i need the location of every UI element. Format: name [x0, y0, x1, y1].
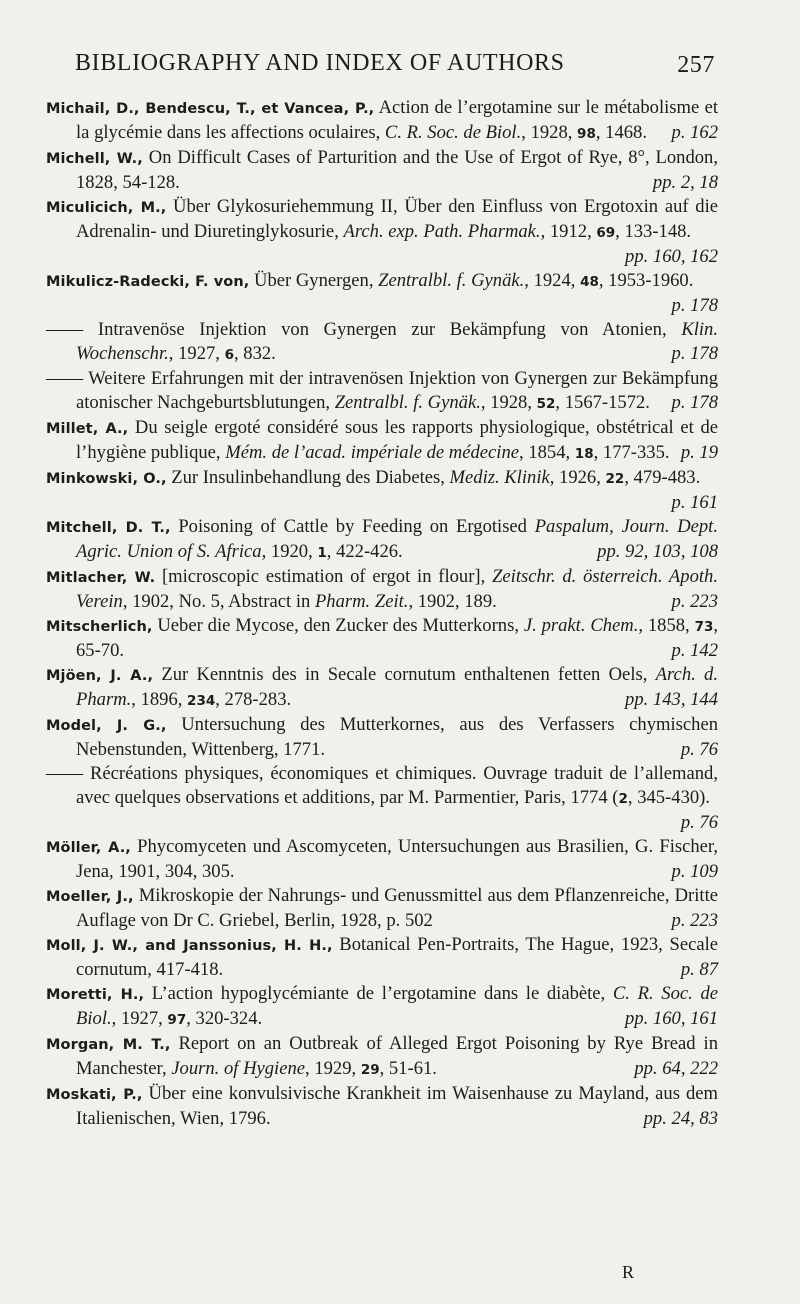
- volume-number: 6: [224, 347, 234, 363]
- volume-number: 2: [618, 791, 628, 807]
- author-name: Moeller, J.,: [46, 889, 134, 905]
- author-name: Moll, J. W., and Janssonius, H. H.,: [46, 938, 333, 954]
- author-name: Mitlacher, W.: [46, 570, 156, 586]
- journal-title: Paspalum, Journ. Dept. Agric. Union of S. Africa: [76, 516, 718, 562]
- bibliography-entry: —— Weitere Erfahrungen mit der intravenösen Injektion von Gynergen zur Bekämpfung atonischer Nachgeburtsblutungen, Zentralbl. f. Gynäk., 1928, 52, 1567-1572. p. 178: [46, 368, 718, 413]
- bibliography-entry: Möller, A., Phycomyceten und Ascomyceten, Untersuchungen aus Brasilien, G. Fischer, Jena, 1901, 304, 305. p. 109: [46, 836, 718, 882]
- journal-title: Mediz. Klinik: [449, 467, 550, 488]
- ditto-dash: ——: [46, 763, 84, 784]
- volume-number: 52: [536, 396, 556, 412]
- page-reference: p. 161: [671, 492, 718, 513]
- journal-title: Klin. Wochenschr.: [76, 319, 718, 364]
- bibliography-entry: Moll, J. W., and Janssonius, H. H., Botanical Pen-Portraits, The Hague, 1923, Secale cornutum, 417-418. p. 87: [46, 934, 719, 980]
- bibliography-entry: Moretti, H., L’action hypoglycémiante de l’ergotamine dans le diabète, C. R. Soc. de Biol., 1927, 97, 320-324. pp. 160, 161: [46, 983, 718, 1029]
- bibliography-entry: —— Intravenöse Injektion von Gynergen zur Bekämpfung von Atonien, Klin. Wochenschr., 1927, 6, 832. p. 178: [46, 319, 718, 364]
- journal-title: C. R. Soc. de Biol.: [76, 983, 718, 1029]
- volume-number: 69: [596, 225, 616, 241]
- page-reference: p. 223: [671, 910, 718, 931]
- page-title: BIBLIOGRAPHY AND INDEX OF AUTHORS: [75, 50, 565, 76]
- author-name: Millet, A.,: [46, 421, 129, 437]
- journal-title: Arch. exp. Path. Pharmak.: [343, 221, 541, 242]
- author-name: Michail, D., Bendescu, T., et Vancea, P.,: [46, 101, 375, 117]
- journal-title: Journ. of Hygiene: [171, 1058, 306, 1079]
- page-reference: p. 76: [680, 812, 718, 833]
- running-head: [75, 50, 715, 90]
- page-reference: pp. 92, 103, 108: [597, 541, 718, 562]
- bibliography-entry: Michail, D., Bendescu, T., et Vancea, P., Action de l’ergotamine sur le métabolisme et la glycémie dans les affections oculaires, C. R. Soc. de Biol., 1928, 98, 1468. p. 162: [46, 97, 718, 143]
- page-reference: pp. 2, 18: [652, 172, 718, 193]
- ditto-dash: ——: [46, 319, 84, 340]
- author-name: Möller, A.,: [46, 840, 131, 856]
- journal-title: Zeitschr. d. österreich. Apoth. Verein: [76, 566, 718, 612]
- page-reference: pp. 64, 222: [634, 1058, 718, 1079]
- volume-number: 98: [577, 126, 596, 142]
- page-reference: p. 178: [671, 392, 718, 413]
- page-reference: pp. 160, 161: [625, 1008, 718, 1029]
- volume-number: 234: [187, 693, 216, 709]
- volume-number: 73: [694, 619, 714, 635]
- volume-number: 1: [317, 545, 327, 561]
- page-reference: p. 76: [680, 739, 718, 760]
- bibliography-entry: Mitlacher, W. [microscopic estimation of ergot in flour], Zeitschr. d. österreich. Apoth. Verein, 1902, No. 5, Abstract in Pharm. Zeit., 1902, 189. p. 223: [46, 566, 718, 612]
- page-reference: p. 178: [671, 343, 718, 364]
- author-name: Minkowski, O.,: [46, 471, 167, 487]
- author-name: Mjöen, J. A.,: [46, 668, 154, 684]
- author-name: Moretti, H.,: [46, 987, 145, 1003]
- page-reference: p. 223: [671, 591, 718, 612]
- volume-number: 97: [167, 1012, 187, 1028]
- journal-title: J. prakt. Chem.: [523, 615, 639, 636]
- journal-title: C. R. Soc. de Biol.: [384, 122, 522, 143]
- page-reference: p. 178: [671, 295, 718, 316]
- bibliography-entry: Moeller, J., Mikroskopie der Nahrungs- und Genussmittel aus dem Pflanzenreiche, Dritte Auflage von Dr C. Griebel, Berlin, 1928, p. 502 p. 223: [46, 885, 718, 931]
- page-number: 257: [677, 52, 715, 78]
- author-name: Mitscherlich,: [46, 619, 153, 635]
- page-reference: p. 109: [671, 861, 718, 882]
- journal-title: Mém. de l’acad. impériale de médecine: [225, 442, 520, 463]
- page-reference: pp. 143, 144: [625, 689, 718, 710]
- bibliography-entry: Minkowski, O., Zur Insulinbehandlung des Diabetes, Mediz. Klinik, 1926, 22, 479-483. p. 161: [46, 467, 718, 513]
- bibliography-entry: Morgan, M. T., Report on an Outbreak of Alleged Ergot Poisoning by Rye Bread in Manchester, Journ. of Hygiene, 1929, 29, 51-61. pp. 64, 222: [46, 1033, 718, 1079]
- author-name: Model, J. G.,: [46, 718, 167, 734]
- page-reference: pp. 24, 83: [643, 1108, 718, 1129]
- bibliography-entry: Moskati, P., Über eine konvulsivische Krankheit im Waisenhause zu Mayland, aus dem Italienischen, Wien, 1796. pp. 24, 83: [46, 1083, 718, 1129]
- page-reference: p. 142: [671, 640, 718, 661]
- bibliography-list: [46, 96, 718, 1131]
- signature-mark: R: [621, 1262, 634, 1282]
- bibliography-entry: Mitscherlich, Ueber die Mycose, den Zucker des Mutterkorns, J. prakt. Chem., 1858, 73, 65-70. p. 142: [46, 615, 719, 661]
- volume-number: 22: [605, 471, 625, 487]
- author-name: Mikulicz-Radecki, F. von,: [46, 274, 250, 290]
- bibliography-entry: Mikulicz-Radecki, F. von, Über Gynergen, Zentralbl. f. Gynäk., 1924, 48, 1953-1960. p. 178: [46, 270, 718, 316]
- bibliography-entry: Michell, W., On Difficult Cases of Parturition and the Use of Ergot of Rye, 8°, London, 1828, 54-128. pp. 2, 18: [46, 147, 718, 193]
- volume-number: 29: [360, 1062, 380, 1078]
- bibliography-entry: Mitchell, D. T., Poisoning of Cattle by Feeding on Ergotised Paspalum, Journ. Dept. Agric. Union of S. Africa, 1920, 1, 422-426. pp. 92, 103, 108: [46, 516, 718, 562]
- journal-title: Arch. d. Pharm.: [76, 664, 718, 710]
- journal-title: Pharm. Zeit.: [314, 591, 409, 612]
- bibliography-entry: Model, J. G., Untersuchung des Mutterkornes, aus des Verfassers chymischen Nebenstunden, Wittenberg, 1771. p. 76: [46, 714, 718, 760]
- ditto-dash: ——: [46, 368, 84, 389]
- author-name: Moskati, P.,: [46, 1087, 143, 1103]
- journal-title: Zentralbl. f. Gynäk.: [334, 392, 481, 413]
- volume-number: 48: [580, 274, 599, 290]
- bibliography-entry: Mjöen, J. A., Zur Kenntnis des in Secale cornutum enthaltenen fetten Oels, Arch. d. Pharm., 1896, 234, 278-283. pp. 143, 144: [46, 664, 718, 710]
- page-reference: pp. 160, 162: [625, 246, 718, 267]
- bibliography-entry: —— Récréations physiques, économiques et chimiques. Ouvrage traduit de l’allemand, avec quelques observations et additions, par M. Parmentier, Paris, 1774 (2, 345-430). p. 76: [46, 763, 718, 833]
- volume-number: 18: [574, 446, 594, 462]
- page-reference: p. 19: [680, 442, 718, 463]
- author-name: Michell, W.,: [46, 151, 143, 167]
- author-name: Mitchell, D. T.,: [46, 520, 171, 536]
- page-reference: p. 162: [671, 122, 718, 143]
- bibliography-entry: Millet, A., Du seigle ergoté considéré sous les rapports physiologique, obstétrical et de l’hygiène publique, Mém. de l’acad. impériale de médecine, 1854, 18, 177-335. p. 19: [46, 417, 718, 463]
- page-reference: p. 87: [680, 959, 718, 980]
- bibliography-entry: Miculicich, M., Über Glykosuriehemmung II, Über den Einfluss von Ergotoxin auf die Adrenalin- und Diuretinglykosurie, Arch. exp. Path. Pharmak., 1912, 69, 133-148. pp. 160, 162: [46, 196, 718, 267]
- author-name: Morgan, M. T.,: [46, 1037, 171, 1053]
- author-name: Miculicich, M.,: [46, 200, 167, 216]
- journal-title: Zentralbl. f. Gynäk.: [378, 270, 525, 291]
